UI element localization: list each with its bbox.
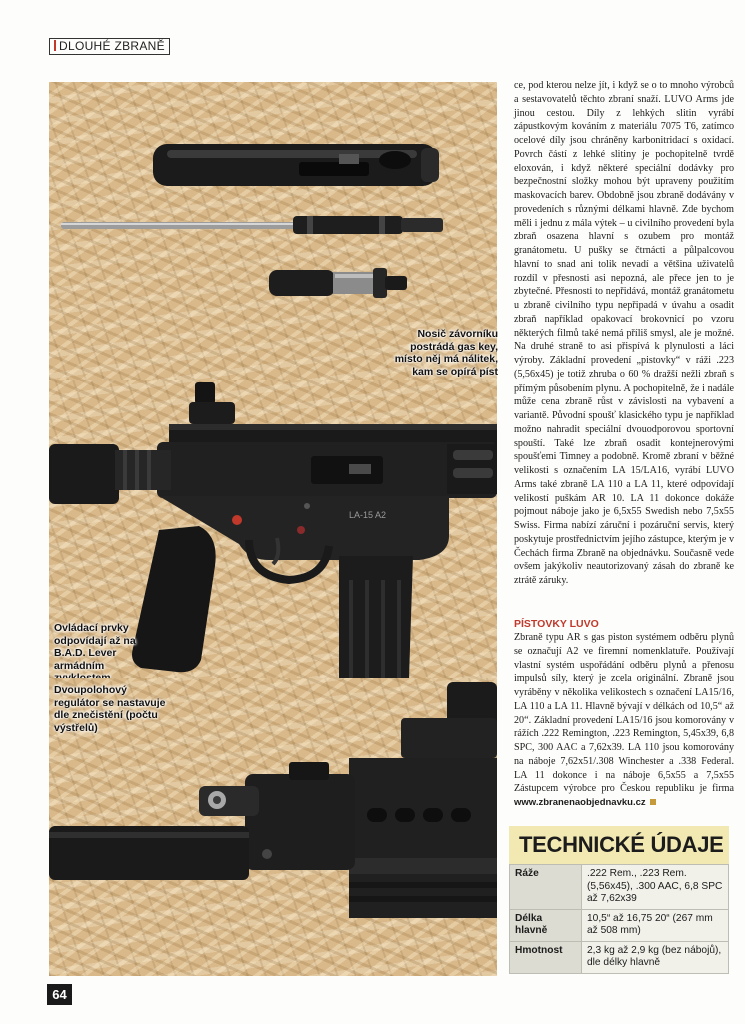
specs-table	[509, 864, 729, 974]
specs-label-weight: Hmotnost	[510, 941, 582, 973]
article-paragraph-2	[514, 631, 734, 810]
article-body-2	[514, 631, 734, 810]
caption-regulator: Dvoupolohový regulátor se nastavuje dle znečistění (počtu výstřelů)	[54, 684, 166, 734]
article-body-1	[514, 79, 734, 588]
section-tag-label: DLOUHÉ ZBRANĚ	[59, 39, 165, 53]
receiver-marking: LA-15 A2	[349, 510, 387, 520]
stock	[49, 444, 171, 504]
specs-row	[510, 865, 729, 910]
article-subhead: PÍSTOVKY LUVO	[514, 618, 599, 630]
specs-label-barrel-length: Délka hlavně	[510, 909, 582, 941]
caption-bolt: Nosič závorníku postrádá gas key, místo něj má nálitek, kam se opírá píst	[394, 328, 498, 378]
rear-sight	[189, 382, 235, 424]
upper-receiver	[157, 424, 497, 498]
article-paragraph-1: ce, pod kterou nelze jít, i když se o to mnoho výrobců a sestavovatelů těchto zbraní snaží. LUVO Arms jde jinou cestou. Díly z lehkých slitin vyrábí zápustkovým kováním z materiálu 7075 T6, zatímco ocelové díly jsou chráněny karbonitridací s oxidací. Povrch částí z lehké slitiny je pochopitelně tvrdě eloxován, i když některé speciální dodávky pro bezpečnostní složky mohou být upraveny použitím maskovacích barev. Obdobně jsou zbraně dodávány v provedeních s různými délkami hlavně. Zde bychom měli i jednu z mála výtek – u civilního provedení byla zbraň osazena hlavní s ozubem pro montáž granátometu. U pušky se čtrnácti a půlpalcovou hlavní to snad ani tolik nevadí a většina uživatelů rozdíl v přesnosti asi nepozná, ale přece jen to je zbytečné. Přesnosti to nepřidává, montáž granátometu u zbraně civilního typu nepřipadá v úvahu a osadit zbraň například opakovací brokovnicí po vzoru některých filmů také nemá příliš smysl, ale je možné. Na druhé straně to asi přispívá k plynulosti a láci výroby. Základní provedení „pistovky“ v ráži .223 (5,56x45) je totiž zhruba o 60 % dražší nežli zbraň s přímým působením plynu. A pochopitelně, že i nadále může cena zbraně růst v závislosti na vybavení a variantě. Původní spoušť klasického typu je například možno nahradit speciální dvouodporovou sportovní spouští. Také lze zbraň osadit kontejnerovými spoušťemi Timney a podobně. Kromě zbraní v běžné velikosti s označením LA 15/LA16, vyrábí LUVO Arms také zbraně LA 110 a LA 11, které odpovídají velikostí puškám AR 10. LA 11 dokonce dokáže pojmout náboje jako je 6,5x55 Swedish nebo 7,5x55 Swiss. Firma nabízí záruční i pozáruční servis, který poskytuje prostřednictvím jejího zástupce, kterým je v Čechách firma Zbraně na objednávku. Současně vede ovšem jakýkoliv neautorizovaný zásah do zbraně ke ztrátě záruky.	[514, 80, 734, 586]
piston-rod	[61, 216, 443, 234]
page-number: 64	[47, 984, 72, 1005]
end-mark	[650, 799, 656, 805]
article-paragraph-2-text: Zbraně typu AR s gas piston systémem odběru plynů se označují A2 ve firemní nomenklatuře. Používají vlastní systém uspořádání odběru plynů a přenosu impulsů síly, který je zcela originální. Zbraně jsou vyráběny v několika velikostech s označení LA15/16, LA 110 a LA 11. Hlavně bývají v délkách od 10,5“ až 20“. Základní provedení LA15/16 jsou komorovány v rážích .222 Remington, .223 Remington, 5,45x39, 6,8 SPC, 300 AAC a 7,62x39. LA 110 jsou komorovány na náboje 7,62x51/.308 Winchester a .338 Federal. LA 11 dokonce i na náboje 6,5x55 a 7,5x55 Zástupcem výrobce pro Českou republiku je firma	[514, 632, 734, 795]
barrel	[49, 826, 249, 880]
specs-label-caliber: Ráže	[510, 865, 582, 910]
specs-row	[510, 941, 729, 973]
specs-title: TECHNICKÉ ÚDAJE	[509, 826, 729, 864]
specs-row	[510, 909, 729, 941]
section-tag	[49, 38, 170, 55]
specs-value-weight: 2,3 kg až 2,9 kg (bez nábojů), dle délky hlavně	[582, 941, 729, 973]
magazine	[339, 556, 413, 678]
specs-value-barrel-length: 10,5“ až 16,75 20“ (267 mm až 508 mm)	[582, 909, 729, 941]
handguard	[349, 758, 497, 918]
bolt-carrier	[153, 144, 439, 186]
dealer-url: www.zbranenaobjednavku.cz	[514, 797, 646, 808]
specs-box	[509, 826, 729, 974]
specs-value-caliber: .222 Rem., .223 Rem. (5,56x45), .300 AAC, 6,8 SPC až 7,62x39	[582, 865, 729, 910]
bolt	[269, 268, 407, 298]
front-sight	[401, 682, 497, 758]
caption-controls: Ovládací prvky odpovídají až na B.A.D. Lever armádním	[54, 622, 136, 672]
section-tag-accent	[54, 40, 56, 51]
